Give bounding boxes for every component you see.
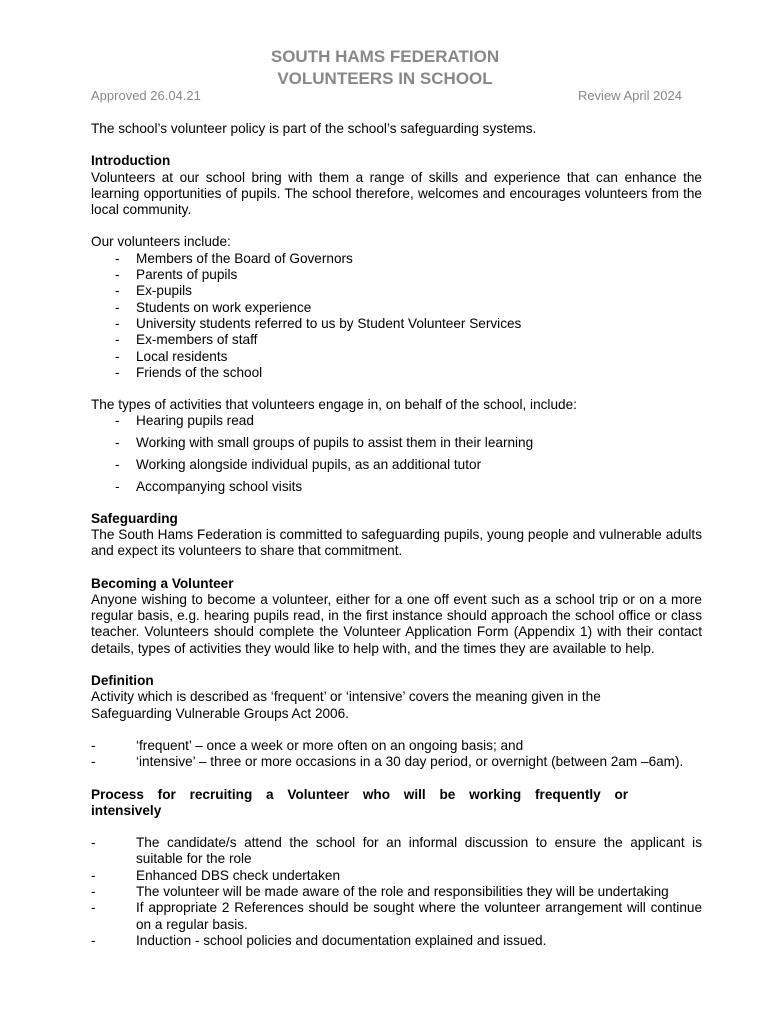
becoming-text: Anyone wishing to become a volunteer, either for a one off event such as a school trip or on a more regular basis, e.g. hearing pupils read, in the first instance should approach the school office or class teacher. Volunteers should complete the Volunteer Application Form (Appendix 1) with their contact details, types of activities they would like to help with, and the times they are available to help. xyxy=(91,591,702,656)
approved-date: Approved 26.04.21 xyxy=(91,88,201,103)
list-item: - If appropriate 2 References should be sought where the volunteer arrangement will continue on a regular basis. xyxy=(91,900,702,933)
safeguarding-heading: Safeguarding xyxy=(91,510,178,526)
volunteers-lead: Our volunteers include: xyxy=(91,234,231,250)
activities-list xyxy=(91,413,702,495)
definition-line-1: Activity which is described as ‘frequent’ or ‘intensive’ covers the meaning given in the xyxy=(91,689,601,705)
document-title xyxy=(0,46,770,90)
list-item: - Ex-members of staff xyxy=(91,332,702,348)
list-item: - Members of the Board of Governors xyxy=(91,251,702,267)
list-item: - Accompanying school visits xyxy=(91,479,702,495)
list-item: - Local residents xyxy=(91,349,702,365)
introduction-heading: Introduction xyxy=(91,153,171,169)
process-list xyxy=(91,835,702,949)
list-item: - Friends of the school xyxy=(91,365,702,381)
list-item: - ‘intensive’ – three or more occasions in a 30 day period, or overnight (between 2am –6am). xyxy=(91,754,702,770)
definition-line-2: Safeguarding Vulnerable Groups Act 2006. xyxy=(91,705,349,721)
intro-line: The school’s volunteer policy is part of the school’s safeguarding systems. xyxy=(91,121,537,136)
review-date: Review April 2024 xyxy=(577,88,682,103)
list-item: - Parents of pupils xyxy=(91,267,702,283)
introduction-text: Volunteers at our school bring with them a range of skills and experience that can enhance the learning opportunities of pupils. The school therefore, welcomes and encourages volunteers from the local community. xyxy=(91,169,702,218)
list-item: - University students referred to us by Student Volunteer Services xyxy=(91,316,702,332)
becoming-heading: Becoming a Volunteer xyxy=(91,575,234,591)
safeguarding-text: The South Hams Federation is committed to safeguarding pupils, young people and vulnerable adults and expect its volunteers to share that commitment. xyxy=(91,526,702,559)
list-item: - Working with small groups of pupils to assist them in their learning xyxy=(91,435,702,451)
document-body xyxy=(91,121,702,949)
list-item: - Enhanced DBS check undertaken xyxy=(91,868,702,884)
definition-heading: Definition xyxy=(91,673,154,689)
list-item: - Students on work experience xyxy=(91,300,702,316)
title-line-1: SOUTH HAMS FEDERATION xyxy=(270,47,500,66)
list-item: - Ex-pupils xyxy=(91,283,702,299)
definition-list xyxy=(91,738,702,771)
list-item: - Working alongside individual pupils, as an additional tutor xyxy=(91,457,702,473)
list-item: - Induction - school policies and documentation explained and issued. xyxy=(91,933,702,949)
process-heading: Process for recruiting a Volunteer who will be working frequently or intensively xyxy=(91,786,629,818)
list-item: - The candidate/s attend the school for an informal discussion to ensure the applicant is suitable for the role xyxy=(91,835,702,868)
list-item: - Hearing pupils read xyxy=(91,413,702,429)
volunteers-list xyxy=(91,251,702,381)
list-item: - ‘frequent’ – once a week or more often on an ongoing basis; and xyxy=(91,738,702,754)
list-item: - The volunteer will be made aware of the role and responsibilities they will be undertaking xyxy=(91,884,702,900)
title-line-2: VOLUNTEERS IN SCHOOL xyxy=(277,69,493,88)
activities-lead: The types of activities that volunteers engage in, on behalf of the school, include: xyxy=(91,397,577,413)
